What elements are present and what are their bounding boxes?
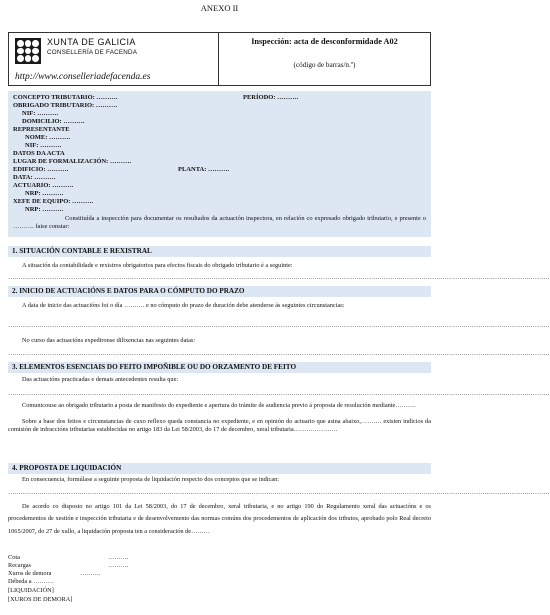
section-2-heading: 2. INICIO DE ACTUACIÓNS E DATOS PARA O CÓMPUTO DO PRAZO (8, 286, 431, 297)
field-obrigado: OBRIGADO TRIBUTARIO: ………. (13, 102, 117, 109)
liq-cota-value: ………. (108, 554, 129, 561)
barcode-placeholder: (código de barras/n.º) (293, 61, 356, 70)
field-domicilio: DOMICILIO: ………. (22, 118, 85, 125)
liq-recargas-label: Recargas (8, 562, 31, 569)
field-actuario: ACTUARIO: ………. (13, 182, 74, 189)
field-representante: REPRESENTANTE (13, 126, 70, 133)
section-2-blank-line-2: …………………………………………………………………………………………………………………………………………………………………………………………………………………………………… (8, 350, 550, 357)
liq-cota-label: Cota (8, 554, 20, 561)
field-concepto: CONCEPTO TRIBUTARIO: ………. (13, 94, 118, 101)
field-xefe: XEFE DE EQUIPO: ………. (13, 198, 94, 205)
field-nif: NIF: ………. (22, 110, 59, 117)
section-3-text-2: Comunicouse ao obrigado tributario a posta de manifesto do expediente e apertura do trámite de audiencia previo á proposta de resolución mediante………. (22, 402, 416, 409)
section-4-text-2: De acordo co disposto no artigo 101 da Lei 58/2003, do 17 de decembro, xeral tributaria, e no artigo 190 do Regulamento xeral das actuacións e os procedementos de xestión e inspección tributaria e de desenvolvemento das normas comúns dos procedementos de aplicación dos tributos, aprobado polo Real decreto 1065/2007, do 27 de xullo, a liquidación proposta ten a consideración de……… (8, 503, 431, 535)
logo-cell (9, 33, 219, 85)
department-name: CONSELLERÍA DE FACENDA (47, 49, 138, 56)
field-datos-acta: DATOS DA ACTA (13, 150, 65, 157)
title-cell (219, 33, 430, 85)
liq-xuros-label: Xuros de demora (8, 570, 52, 577)
constitution-statement: Constituída a inspección para documentar os resultados da actuación inspectora, en relación co expresado obrigado tributario, e presente o ………. faise constar: (13, 215, 426, 230)
section-1-text: A situación da contabilidade e rexistros obrigatorios para efectos fiscais do obrigado tributario é a seguinte: (22, 262, 293, 269)
field-periodo: PERÍODO: ………. (243, 94, 299, 101)
section-2-text: A data de inicio das actuacións foi o día ………. e no cómputo do prazo de duración debe atenderse ás seguintes circunstancias: (22, 302, 345, 309)
document-header (8, 32, 431, 86)
section-1-blank-line: …………………………………………………………………………………………………………………………………………………………………………………………………………………………………… (8, 274, 550, 281)
section-4-blank-line: …………………………………………………………………………………………………………………………………………………………………………………………………………………………………… (8, 489, 550, 496)
field-data: DATA: ………. (13, 174, 56, 181)
section-1-heading: 1. SITUACIÓN CONTABLE E REXISTRAL (8, 246, 431, 257)
field-lugar: LUGAR DE FORMALIZACIÓN: ………. (13, 158, 132, 165)
section-2-text-2: No curso das actuacións expedironse dilixencias nas seguintes datas: (22, 337, 196, 344)
field-planta: PLANTA: ………. (178, 166, 230, 173)
section-3-text-3: Sobre a base dos feitos e circunstancias de cuxo reflexo queda constancia no expediente, e en opinión do actuario que asina abaixo,………. existen indicios da comisión de infraccións tributarias establecidas no artigo 183 da Lei 58/2003, do 17 de decembro, xeral tributaria………………… (8, 418, 431, 433)
taxpayer-data-block (8, 91, 431, 237)
section-3-blank-line: …………………………………………………………………………………………………………………………………………………………………………………………………………………………………… (8, 390, 550, 397)
liq-debeda: Débeda a ………. (8, 578, 54, 585)
field-rep-nome: NOME: ………. (25, 134, 71, 141)
liq-recargas-value: ………. (108, 562, 129, 569)
org-name: XUNTA DE GALICIA (47, 37, 136, 47)
field-edificio: EDIFICIO: ………. (13, 166, 69, 173)
section-3-heading: 3. ELEMENTOS ESENCIAIS DO FEITO IMPOÑIBLE OU DO ORZAMENTO DE FEITO (8, 362, 431, 373)
section-3-text: Das actuacións practicadas e demais antecedentes resulta que: (22, 376, 179, 383)
website-url: http://www.conselleriadefacenda.es (15, 72, 151, 82)
field-nrp-actuario: NRP: ………. (25, 190, 64, 197)
field-nrp-xefe: NRP: ………. (25, 206, 64, 213)
liq-xuros-value: ………. (80, 570, 101, 577)
liq-xuros-tag: [XUROS DE DEMORA] (8, 596, 73, 603)
section-2-blank-line: …………………………………………………………………………………………………………………………………………………………………………………………………………………………………… (8, 322, 550, 329)
document-title: Inspección: acta de desconformidade A02 (251, 37, 398, 46)
liq-liquidacion-tag: [LIQUIDACIÓN] (8, 587, 54, 594)
section-4-text: En consecuencia, formúlase a seguinte proposta de liquidación respecto dos conceptos que se indican: (22, 476, 280, 483)
annex-label: ANEXO II (200, 3, 239, 13)
galicia-crest-icon (15, 38, 41, 64)
section-4-heading: 4. PROPOSTA DE LIQUIDACIÓN (8, 463, 431, 474)
field-rep-nif: NIF: ………. (25, 142, 62, 149)
